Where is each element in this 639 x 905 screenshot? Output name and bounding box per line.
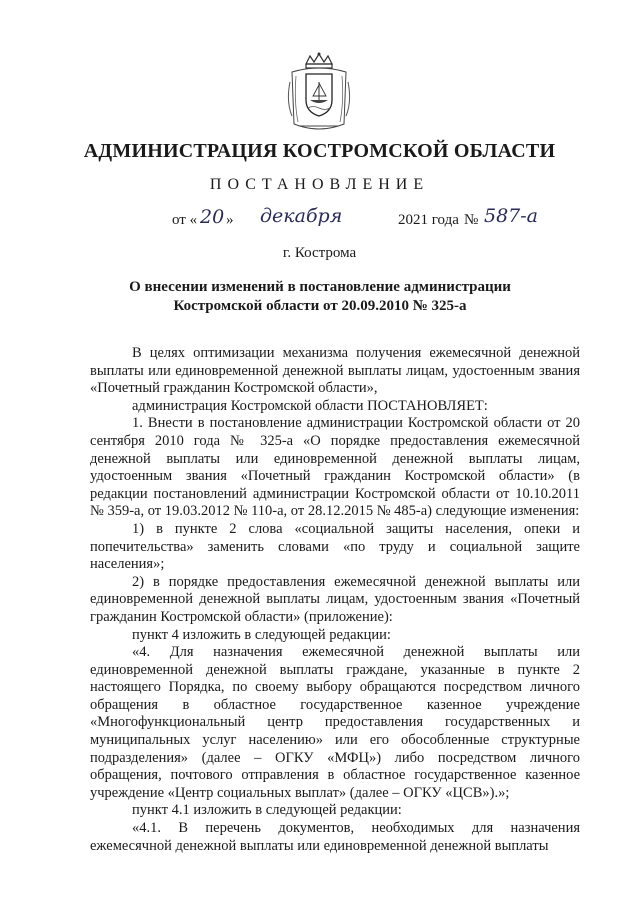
document-body [90, 345, 580, 855]
subject-line-2: Костромской области от 20.09.2010 № 325-а [173, 298, 467, 314]
number-sign: № [464, 212, 479, 228]
date-month: декабря [260, 205, 343, 227]
date-year: 2021 года [398, 212, 459, 228]
organization-title: АДМИНИСТРАЦИЯ КОСТРОМСКОЙ ОБЛАСТИ [83, 140, 556, 162]
date-line [0, 206, 639, 236]
paragraph-preamble: В целях оптимизации механизма получения ежемесячной денежной выплаты или единовременной денежной выплаты лицам, удостоенным звания «Почетный гражданин Костромской области», [90, 345, 580, 397]
paragraph-point-4-1-text: «4.1. В перечень документов, необходимых для назначения ежемесячной денежной выплаты или единовременной денежной выплаты [90, 820, 580, 854]
document-subject [60, 278, 580, 316]
paragraph-resolves: администрация Костромской области ПОСТАНОВЛЯЕТ: [132, 397, 488, 414]
date-day: 20 [200, 206, 225, 228]
document-type: ПОСТАНОВЛЕНИЕ [209, 176, 430, 193]
date-quote-close: » [226, 212, 234, 228]
paragraph-item-1: 1. Внести в постановление администрации Костромской области от 20 сентября 2010 года № 325-а «О порядке предоставления ежемесячной денежной выплаты или единовременной денежной выплаты лицам, удостоенным звания «Почетный гражданин Костромской области» (в редакции постановлений администрации Костромской области от 10.10.2011 № 359-а, от 19.03.2012 № 110-а, от 28.12.2015 № 485-а) следующие изменения: [90, 415, 580, 520]
city: г. Кострома [282, 245, 357, 261]
paragraph-subitem-2: 2) в порядке предоставления ежемесячной денежной выплаты или единовременной денежной выплаты лицам, удостоенным звания «Почетный гражданин Костромской области» (приложение): [90, 573, 580, 625]
subject-line-1: О внесении изменений в постановление администрации [129, 279, 511, 295]
paragraph-point-4-text: «4. Для назначения ежемесячной денежной выплаты или единовременной денежной выплаты граждане, указанные в пункте 2 настоящего Порядка, по своему выбору обращаются посредством личного обращения в областное государственное казенное учреждение «Многофункциональный центр предоставления государственных и муниципальных услуг населению» или его обособленные структурные подразделения» (далее – ОГКУ «МФЦ») либо посредством личного обращения, почтового отправления в областное государственное казенное учреждение «Центр социальных выплат» (далее – ОГКУ «ЦСВ»).»; [90, 644, 580, 801]
paragraph-point-4-intro: пункт 4 изложить в следующей редакции: [132, 626, 391, 643]
date-prefix: от « [172, 212, 198, 228]
paragraph-point-4-1-intro: пункт 4.1 изложить в следующей редакции: [132, 802, 402, 819]
paragraph-subitem-1: 1) в пункте 2 слова «социальной защиты населения, опеки и попечительства» заменить словами «по труду и социальной защите населения»; [90, 520, 580, 573]
coat-of-arms-icon [286, 52, 352, 134]
document-number: 587-а [484, 205, 539, 227]
